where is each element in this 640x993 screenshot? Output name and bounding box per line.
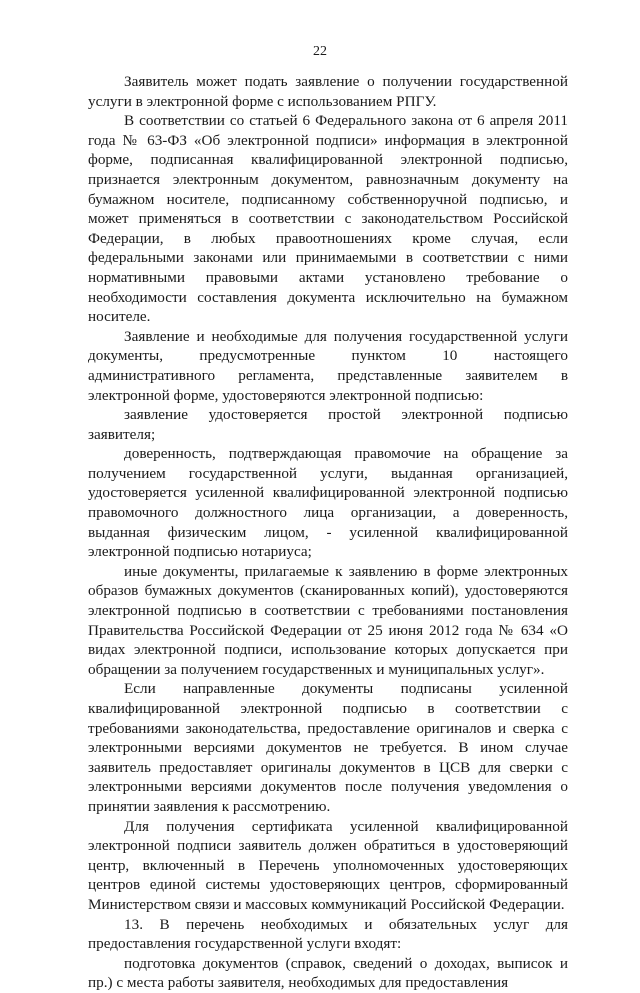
paragraph-originals-verification: Если направленные документы подписаны усиленной квалифицированной электронной подписью в соответствии с требованиями законодательства, предоставление оригиналов и сверка с электронными версиями документов не требуется. В ином случае заявитель предоставляет оригиналы документов в ЦСВ для сверки с электронными версиями документов после получения уведомления о принятии заявления к рассмотрению. [88, 680, 568, 815]
paragraph-document-preparation: подготовка документов (справок, сведений о доходах, выписок и пр.) с места работы заявителя, необходимых для предоставления [88, 954, 568, 992]
paragraph-documents-signature: Заявление и необходимые для получения государственной услуги документы, предусмотренные пунктом 10 настоящего административного регламента, представленные заявителем в электронной форме, удостоверяются электронной подписью: [88, 327, 568, 404]
paragraph-power-of-attorney: доверенность, подтверждающая правомочие на обращение за получением государственной услуги, выданная организацией, удостоверяется усиленной квалифицированной электронной подписью правомочного должностного лица организации, а доверенность, выданная физическим лицом, - усиленной квалифицированной электронной подписью нотариуса; [88, 445, 568, 561]
paragraph-other-documents: иные документы, прилагаемые к заявлению в форме электронных образов бумажных документов (сканированных копий), удостоверяются электронной подписью в соответствии с требованиями постановления Правительства Российской Федерации от 25 июня 2012 года № 634 «О видах электронной подписи, использование которых допускается при обращении за получением государственных и муниципальных услуг». [88, 562, 568, 678]
paragraph-certificate: Для получения сертификата усиленной квалифицированной электронной подписи заявитель должен обратиться в удостоверяющий центр, включенный в Перечень уполномоченных удостоверяющих центров единой системы удостоверяющих центров, сформированный Министерством связи и массовых коммуникаций Российской Федерации. [88, 817, 568, 913]
paragraph-rpgu-application: Заявитель может подать заявление о получении государственной услуги в электронной форме с использованием РПГУ. [88, 73, 568, 110]
paragraph-simple-signature: заявление удостоверяется простой электронной подписью заявителя; [88, 406, 568, 443]
paragraph-electronic-signature-law: В соответствии со статьей 6 Федерального закона от 6 апреля 2011 года № 63-ФЗ «Об электронной подписи» информация в электронной форме, подписанная квалифицированной электронной подписью, признается электронным документом, равнозначным документу на бумажном носителе, подписанному собственноручной подписью, и может применяться в соответствии с законодательством Российской Федерации, в любых правоотношениях кроме случая, если федеральными законами или принимаемыми в соответствии с ними нормативными правовыми актами установлено требование о необходимости составления документа исключительно на бумажном носителе. [88, 112, 568, 326]
body-text [88, 72, 568, 993]
paragraph-item-13: 13. В перечень необходимых и обязательных услуг для предоставления государственной услуги входят: [88, 915, 568, 953]
page-number: 22 [313, 44, 327, 59]
